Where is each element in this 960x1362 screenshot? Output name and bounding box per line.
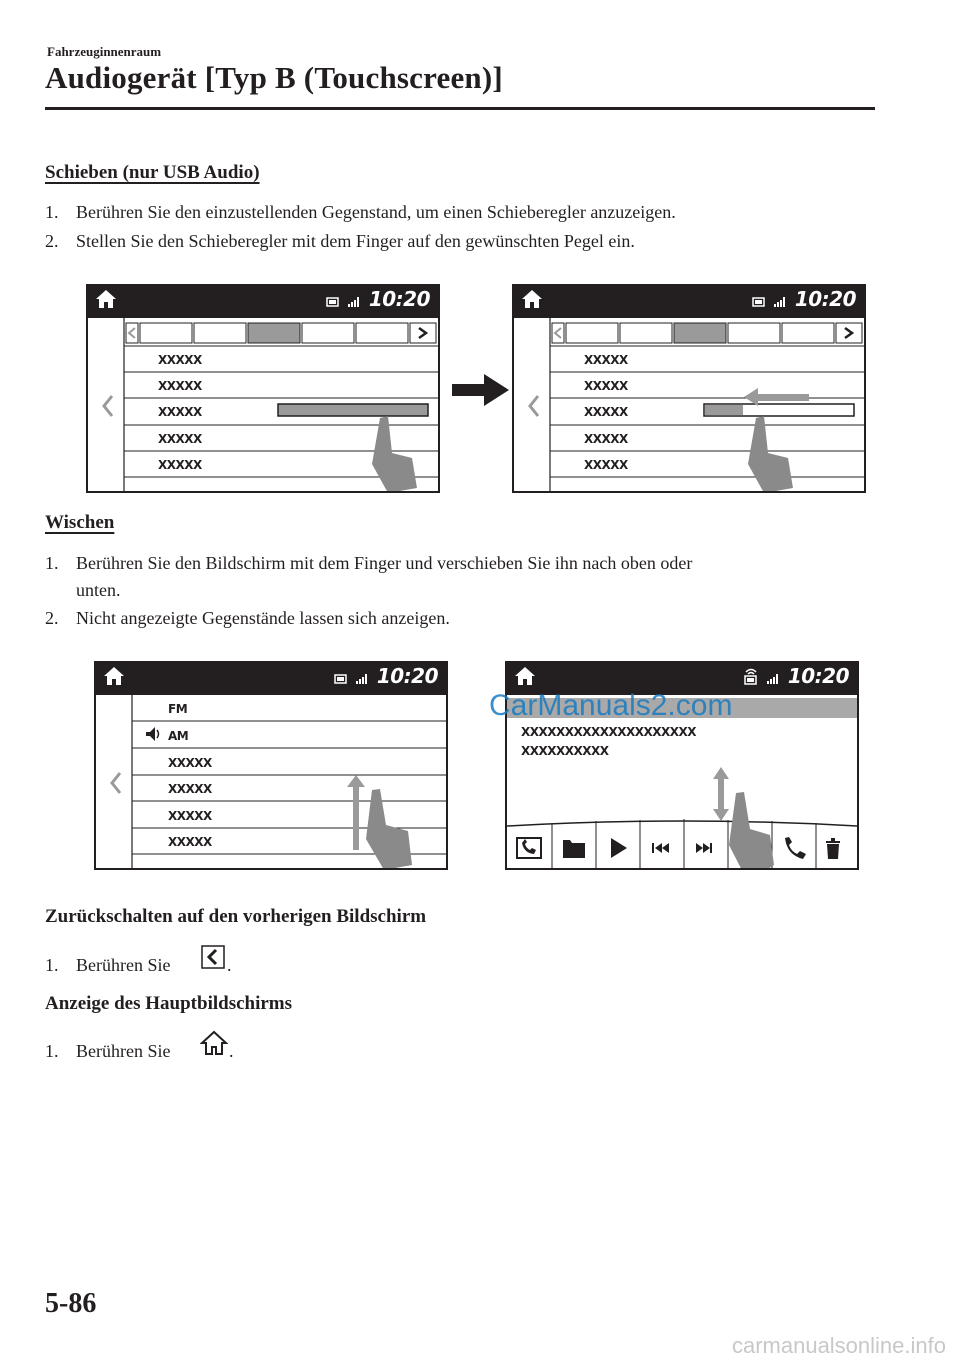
page-title: Audiogerät [Typ B (Touchscreen)] — [45, 60, 503, 95]
step-text: Berühren Sie — [76, 1041, 171, 1061]
slider-screen-before — [86, 284, 440, 493]
clock: 10:20 — [794, 287, 856, 311]
list-item-label: XXXXX — [158, 379, 202, 393]
wifi-signal-icon — [743, 666, 785, 686]
radio-list-screen — [94, 661, 448, 870]
watermark: CarManuals2.com — [489, 689, 733, 722]
back-step — [45, 952, 445, 982]
list-frame — [96, 695, 446, 868]
list-item-label: XXXXX — [158, 405, 202, 419]
phone-list-icon — [517, 838, 541, 858]
signal-icon — [326, 296, 366, 308]
step-number: 1. — [45, 202, 59, 222]
step-text: Berühren Sie den einzustellenden Gegenstand, um einen Schieberegler anzuzeigen. — [76, 202, 676, 222]
step-text: Nicht angezeigte Gegenstände lassen sich anzeigen. — [76, 608, 450, 628]
slide-step-1 — [45, 199, 885, 226]
finger-icon — [748, 416, 793, 491]
back-chevron-icon — [530, 396, 538, 416]
screen-body — [514, 318, 864, 491]
step-text: Berühren Sie — [76, 955, 171, 975]
list-item-label: XXXXX — [584, 458, 628, 472]
radio-band-am: AM — [168, 729, 189, 743]
back-heading: Zurückschalten auf den vorherigen Bildschirm — [45, 906, 427, 927]
step-number: 1. — [45, 955, 59, 975]
arrow-right-icon — [452, 372, 510, 408]
list-item-label: XXXXX — [158, 432, 202, 446]
status-bar — [512, 284, 866, 316]
step-number: 2. — [45, 231, 59, 251]
title-divider — [45, 107, 875, 110]
back-chevron-icon — [104, 396, 112, 416]
scroll-arrow-icon — [347, 775, 365, 850]
status-bar — [94, 661, 448, 693]
home-icon — [95, 289, 117, 309]
call-icon — [785, 837, 806, 859]
step-text-continued: unten. — [76, 580, 121, 600]
previous-track-icon — [652, 843, 669, 853]
section-label: Fahrzeuginnenraum — [47, 44, 162, 59]
list-item-label: XXXXX — [584, 405, 628, 419]
home-icon — [103, 666, 125, 686]
clock: 10:20 — [368, 287, 430, 311]
list-item-label: XXXXX — [168, 809, 212, 823]
list-item-label: XXXXX — [168, 782, 212, 796]
home-icon — [200, 1030, 228, 1056]
list-item-label: XXXXX — [168, 835, 212, 849]
slider-screen-after — [512, 284, 866, 493]
screen-body — [96, 695, 446, 868]
finger-icon — [372, 416, 417, 491]
step-text: Berühren Sie den Bildschirm mit dem Finger und verschieben Sie ihn nach oben oder — [76, 553, 693, 573]
clock: 10:20 — [787, 664, 849, 688]
clock: 10:20 — [376, 664, 438, 688]
list-item-label: XXXXX — [584, 379, 628, 393]
radio-band-fm: FM — [168, 702, 188, 716]
back-icon — [201, 945, 225, 969]
step-number: 1. — [45, 553, 59, 573]
home-step — [45, 1038, 445, 1068]
swipe-step-1 — [45, 550, 885, 604]
list-item-label: XXXXX — [584, 353, 628, 367]
swipe-step-2 — [45, 605, 885, 632]
slide-step-2 — [45, 228, 885, 255]
signal-icon — [752, 296, 792, 308]
step-end: . — [227, 955, 232, 975]
site-watermark: carmanualsonline.info — [731, 1333, 946, 1358]
screen-body — [88, 318, 438, 491]
track-artist: XXXXXXXXXX — [521, 744, 609, 758]
list-item-label: XXXXX — [158, 353, 202, 367]
back-chevron-icon — [112, 773, 120, 793]
speaker-icon — [146, 727, 159, 741]
track-title: XXXXXXXXXXXXXXXXXXXX — [521, 725, 697, 739]
step-number: 2. — [45, 608, 59, 628]
home-icon — [521, 289, 543, 309]
next-track-icon — [696, 843, 712, 853]
list-frame — [88, 318, 438, 491]
home-heading: Anzeige des Hauptbildschirms — [45, 993, 293, 1014]
status-bar — [86, 284, 440, 316]
home-icon — [514, 666, 536, 686]
trash-icon — [826, 838, 840, 859]
list-item-label: XXXXX — [584, 432, 628, 446]
scroll-updown-icon — [713, 767, 729, 821]
page-number: 5-86 — [45, 1288, 97, 1319]
play-icon — [611, 838, 627, 858]
swipe-heading: Wischen — [45, 512, 115, 533]
finger-icon — [729, 792, 774, 868]
list-item-label: XXXXX — [158, 458, 202, 472]
list-frame — [514, 318, 864, 491]
step-end: . — [229, 1041, 234, 1061]
slide-heading: Schieben (nur USB Audio) — [45, 162, 260, 183]
level-slider — [278, 404, 428, 416]
signal-icon — [334, 673, 374, 685]
folder-icon — [563, 840, 585, 858]
list-item-label: XXXXX — [168, 756, 212, 770]
step-text: Stellen Sie den Schieberegler mit dem Finger auf den gewünschten Pegel ein. — [76, 231, 635, 251]
step-number: 1. — [45, 1041, 59, 1061]
